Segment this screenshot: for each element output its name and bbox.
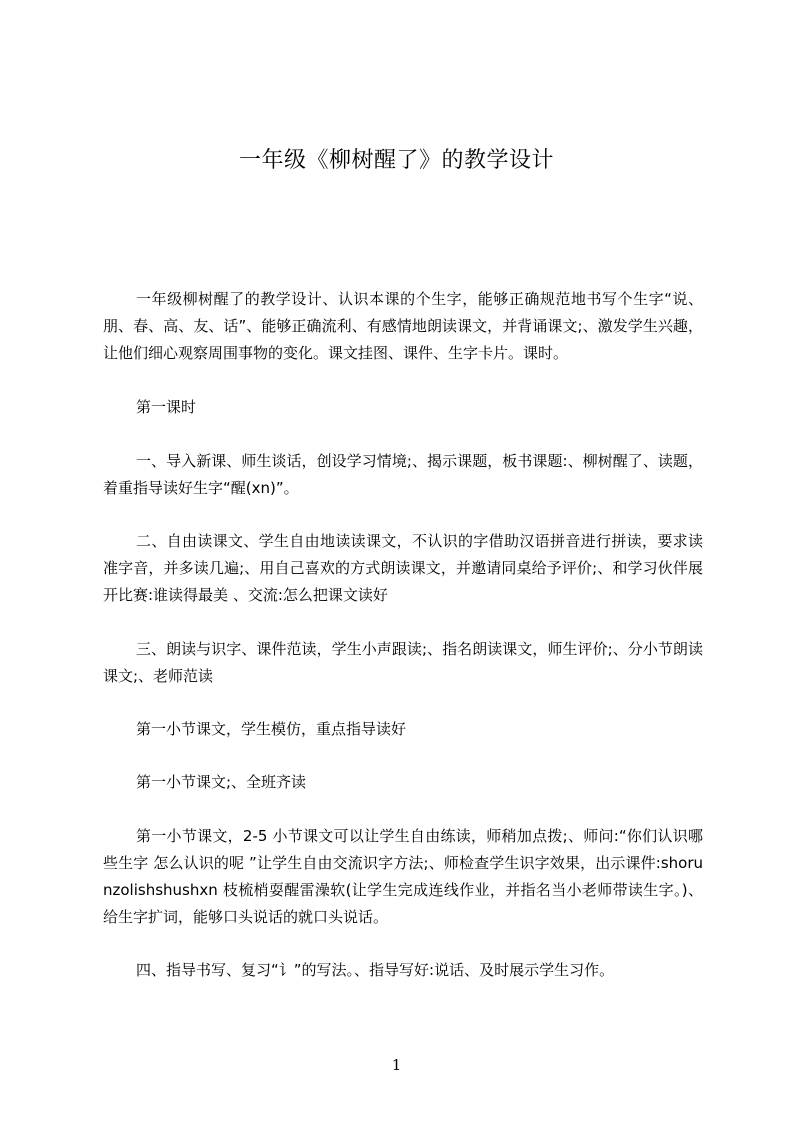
section-4-paragraph: 四、指导书写、复习“讠”的写法。、指导写好:说话、及时展示学生习作。 <box>136 961 615 979</box>
document-title: 一年级《柳树醒了》的教学设计 <box>238 148 554 173</box>
section-1-paragraph: 一、导入新课、师生谈话，创设学习情境;、揭示课题，板书课题:、柳树醒了、读题，着重指导读好生字“醒(xn)”。 <box>103 452 703 497</box>
section-3-note-2: 第一小节课文;、全班齐读 <box>136 773 307 791</box>
section-2-paragraph: 二、自由读课文、学生自由地读读课文，不认识的字借助汉语拼音进行拼读，要求读准字音，并多读几遍;、用自己喜欢的方式朗读课文，并邀请同桌给予评价;、和学习伙伴展开比赛:谁读得最美 、交流:怎么把课文读好 <box>103 532 703 604</box>
page-number: 1 <box>391 1056 402 1074</box>
section-3-note-1: 第一小节课文，学生模仿，重点指导读好 <box>136 720 407 738</box>
intro-paragraph: 一年级柳树醒了的教学设计、认识本课的个生字，能够正确规范地书写个生字“说、朋、春、高、友、话”、能够正确流利、有感情地朗读课文，并背诵课文;、激发学生兴趣，让他们细心观察周围事物的变化。课文挂图、课件、生字卡片。课时。 <box>103 290 703 362</box>
section-3-detail-paragraph: 第一小节课文，2-5 小节课文可以让学生自由练读，师稍加点拨;、师问:“你们认识哪些生字 怎么认识的呢 ”让学生自由交流识字方法;、师检查学生识字效果，出示课件:shorunzolishshushxn 枝梳梢耍醒雷澡软(让学生完成连线作业，并指名当小老师带读生字。)、给生字扩词，能够口头说话的就口头说话。 <box>103 827 703 926</box>
section-3-paragraph: 三、朗读与识字、课件范读，学生小声跟读;、指名朗读课文，师生评价;、分小节朗读课文;、老师范读 <box>103 640 703 685</box>
lesson-heading: 第一课时 <box>136 398 197 416</box>
